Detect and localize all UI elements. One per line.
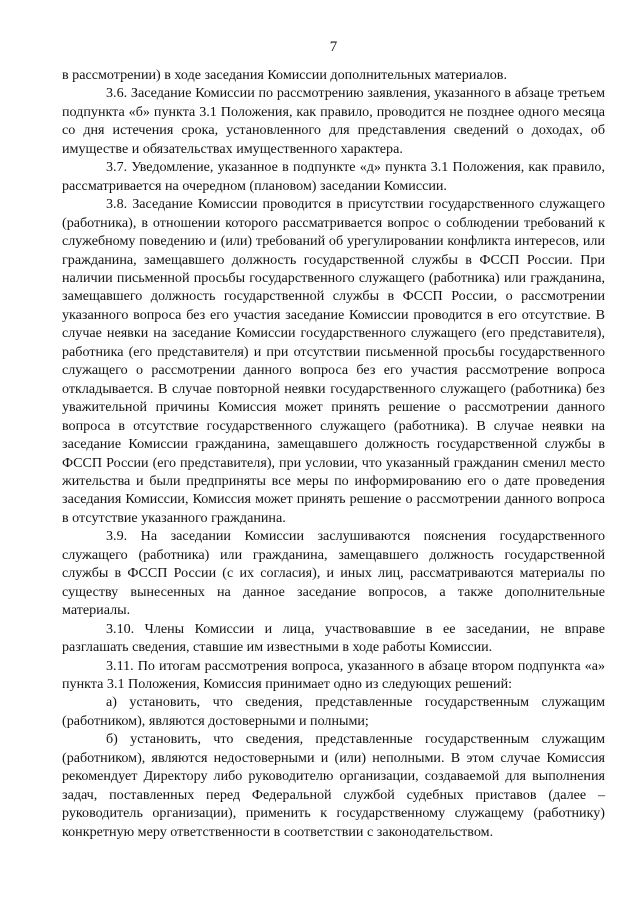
paragraph-3-11-b: б) установить, что сведения, представленные государственным служащим (работником), являются недостоверными и (или) неполными. В этом случае Комиссия рекомендует Директору либо руководителю организации, создаваемой для выполнения задач, поставленных перед Федеральной службой судебных приставов (далее – руководитель организации), применить к государственному служащему (работнику) конкретную меру ответственности в соответствии с законодательством. (62, 731, 605, 840)
paragraph-3-11: 3.11. По итогам рассмотрения вопроса, указанного в абзаце втором подпункта «а» пункта 3.1 Положения, Комиссия принимает одно из следующих решений: (62, 657, 605, 692)
paragraph-3-6: 3.6. Заседание Комиссии по рассмотрению заявления, указанного в абзаце третьем подпункта «б» пункта 3.1 Положения, как правило, проводится не позднее одного месяца со дня истечения срока, установленного для представления сведений о доходах, об имуществе и обязательствах имущественного характера. (62, 85, 605, 157)
paragraph-3-7: 3.7. Уведомление, указанное в подпункте «д» пункта 3.1 Положения, как правило, рассматривается на очередном (плановом) заседании Комиссии. (62, 159, 605, 194)
paragraph-3-9: 3.9. На заседании Комиссии заслушиваются пояснения государственного служащего (работника) или гражданина, замещавшего должность государственной службы в ФССП России (с их согласия), и иных лиц, рассматриваются материалы по существу вынесенных на данное заседание вопросов, а также дополнительные материалы. (62, 528, 605, 619)
paragraph-continuation: в рассмотрении) в ходе заседания Комиссии дополнительных материалов. (62, 67, 507, 83)
document-page (62, 38, 605, 841)
page-number: 7 (329, 39, 338, 55)
paragraph-3-11-a: а) установить, что сведения, представленные государственным служащим (работником), являются достоверными и полными; (62, 694, 605, 729)
paragraph-3-10: 3.10. Члены Комиссии и лица, участвовавшие в ее заседании, не вправе разглашать сведения, ставшие им известными в ходе работы Комиссии. (62, 620, 605, 656)
paragraph-3-8: 3.8. Заседание Комиссии проводится в присутствии государственного служащего (работника), в отношении которого рассматривается вопрос о соблюдении требований к служебному поведению и (или) требований об урегулировании конфликта интересов, или гражданина, замещавшего должность государственной службы в ФССП России. При наличии письменной просьбы государственного служащего (работника) или гражданина, замещавшего должность государственной службы в ФССП России, о рассмотрении указанного вопроса без его участия заседание Комиссии проводится в его отсутствие. В случае неявки на заседание Комиссии государственного служащего (его представителя), работника (его представителя) и при отсутствии письменной просьбы государственного служащего о рассмотрении данного вопроса без его участия рассмотрение вопроса откладывается. В случае повторной неявки государственного служащего (работника) без уважительной причины Комиссия может принять решение о рассмотрении данного вопроса в отсутствие государственного служащего (работника). В случае неявки на заседание Комиссии гражданина, замещавшего должность государственной службы в ФССП России (его представителя), при условии, что указанный гражданин сменил место жительства и были предприняты все меры по информированию его о дате проведения заседания Комиссии, Комиссия может принять решение о рассмотрении данного вопроса в отсутствие указанного гражданина. (62, 196, 605, 526)
